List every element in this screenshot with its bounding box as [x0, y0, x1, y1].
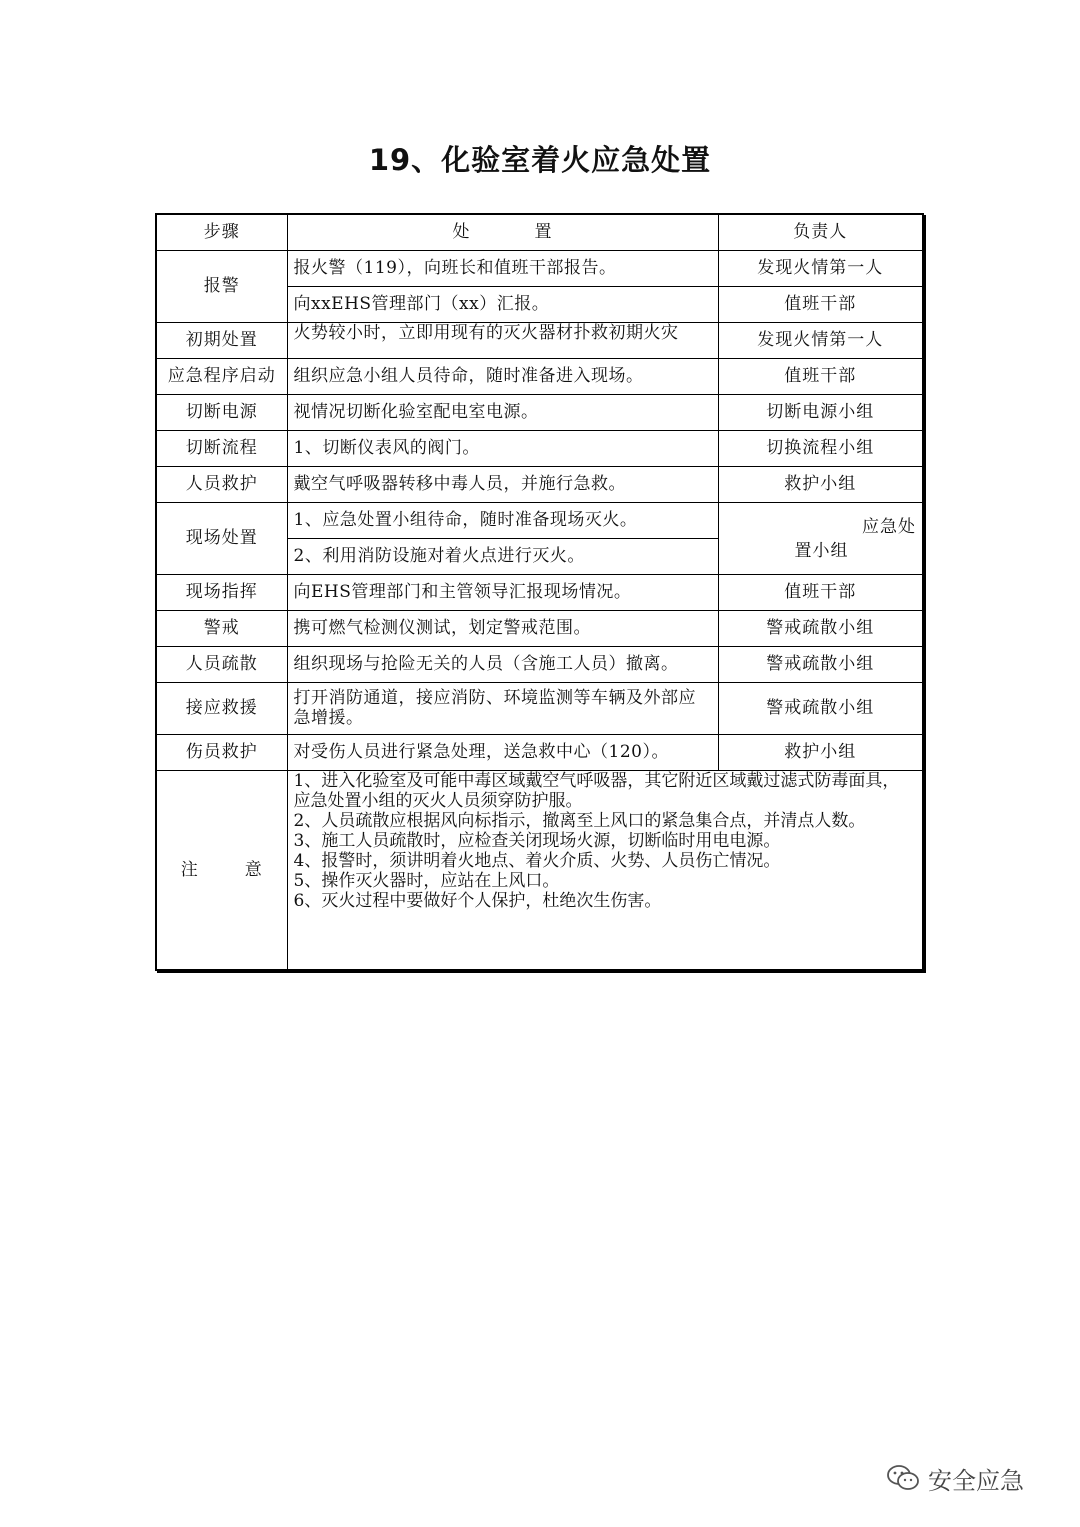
step-cell: 报警 [156, 250, 287, 322]
table-row [156, 322, 923, 358]
table-row [156, 610, 923, 646]
step-cell: 现场处置 [156, 502, 287, 574]
page-title: 19、化验室着火应急处置 [368, 143, 712, 177]
notes-label-char-2: 意 [244, 859, 263, 880]
table-row [156, 734, 923, 770]
responsible-cell: 警戒疏散小组 [718, 646, 923, 682]
responsible-cell: 值班干部 [718, 358, 923, 394]
table-row [156, 430, 923, 466]
header-action [287, 214, 718, 250]
table-row [156, 394, 923, 430]
action-text: 火势较小时，立即用现有的灭火器材扑救初期火灾 [293, 322, 679, 343]
action-cell: 1、切断仪表风的阀门。 [287, 430, 718, 466]
action-cell: 视情况切断化验室配电室电源。 [287, 394, 718, 430]
note-item: 6、灭火过程中要做好个人保护，杜绝次生伤害。 [293, 890, 662, 911]
table-header-row [156, 214, 923, 250]
responsible-cell: 值班干部 [718, 286, 923, 322]
note-item: 4、报警时，须讲明着火地点、着火介质、火势、人员伤亡情况。 [293, 850, 781, 871]
responsible-split [719, 503, 923, 573]
table-row [156, 682, 923, 734]
responsible-cell [718, 502, 923, 574]
action-cell: 报火警（119），向班长和值班干部报告。 [287, 250, 718, 286]
action-cell: 戴空气呼吸器转移中毒人员，并施行急救。 [287, 466, 718, 502]
wechat-icon [886, 1463, 920, 1493]
note-item: 5、操作灭火器时，应站在上风口。 [293, 870, 560, 891]
step-cell: 人员疏散 [156, 646, 287, 682]
action-cell: 组织应急小组人员待命，随时准备进入现场。 [287, 358, 718, 394]
header-step: 步骤 [156, 214, 287, 250]
table-row [156, 466, 923, 502]
responsible-cell: 发现火情第一人 [718, 322, 923, 358]
header-action-char-2: 置 [534, 222, 553, 243]
responsible-cell: 救护小组 [718, 734, 923, 770]
table-row [156, 358, 923, 394]
table-row [156, 502, 923, 538]
notes-label-char-1: 注 [180, 859, 199, 880]
emergency-procedure-table [155, 213, 924, 971]
table-row [156, 250, 923, 286]
responsible-cell: 切换流程小组 [718, 430, 923, 466]
note-item: 3、施工人员疏散时，应检查关闭现场火源，切断临时用电电源。 [293, 830, 781, 851]
step-cell: 切断流程 [156, 430, 287, 466]
responsible-cell: 切断电源小组 [718, 394, 923, 430]
responsible-line-1: 应急处 [862, 517, 916, 537]
responsible-cell: 警戒疏散小组 [718, 610, 923, 646]
action-cell: 向EHS管理部门和主管领导汇报现场情况。 [287, 574, 718, 610]
watermark-text: 安全应急 [928, 1466, 1024, 1495]
responsible-cell: 值班干部 [718, 574, 923, 610]
table-row [156, 646, 923, 682]
table-row [156, 574, 923, 610]
step-cell: 应急程序启动 [156, 358, 287, 394]
responsible-cell: 救护小组 [718, 466, 923, 502]
notes-label [156, 770, 287, 970]
step-cell: 切断电源 [156, 394, 287, 430]
note-item: 2、人员疏散应根据风向标指示，撤离至上风口的紧急集合点，并清点人数。 [293, 810, 866, 831]
header-responsible: 负责人 [718, 214, 923, 250]
notes-row [156, 770, 923, 970]
action-cell: 对受伤人员进行紧急处理，送急救中心（120）。 [287, 734, 718, 770]
step-cell: 初期处置 [156, 322, 287, 358]
action-cell: 组织现场与抢险无关的人员（含施工人员）撤离。 [287, 646, 718, 682]
action-cell: 向xxEHS管理部门（xx）汇报。 [287, 286, 718, 322]
step-cell: 警戒 [156, 610, 287, 646]
watermark [886, 1458, 1024, 1498]
step-cell: 现场指挥 [156, 574, 287, 610]
action-cell: 1、应急处置小组待命，随时准备现场灭火。 [287, 502, 718, 538]
step-cell: 伤员救护 [156, 734, 287, 770]
step-cell: 接应救援 [156, 682, 287, 734]
note-item: 1、进入化验室及可能中毒区域戴空气呼吸器，其它附近区域戴过滤式防毒面具，应急处置小组的灭火人员须穿防护服。 [293, 770, 900, 811]
responsible-line-2: 置小组 [794, 541, 849, 561]
action-cell [287, 322, 718, 358]
header-action-char-1: 处 [452, 222, 471, 243]
action-cell: 携可燃气检测仪测试，划定警戒范围。 [287, 610, 718, 646]
responsible-cell: 警戒疏散小组 [718, 682, 923, 734]
action-cell: 2、利用消防设施对着火点进行灭火。 [287, 538, 718, 574]
action-cell: 打开消防通道，接应消防、环境监测等车辆及外部应急增援。 [287, 682, 718, 734]
responsible-cell: 发现火情第一人 [718, 250, 923, 286]
notes-cell [287, 770, 923, 970]
step-cell: 人员救护 [156, 466, 287, 502]
